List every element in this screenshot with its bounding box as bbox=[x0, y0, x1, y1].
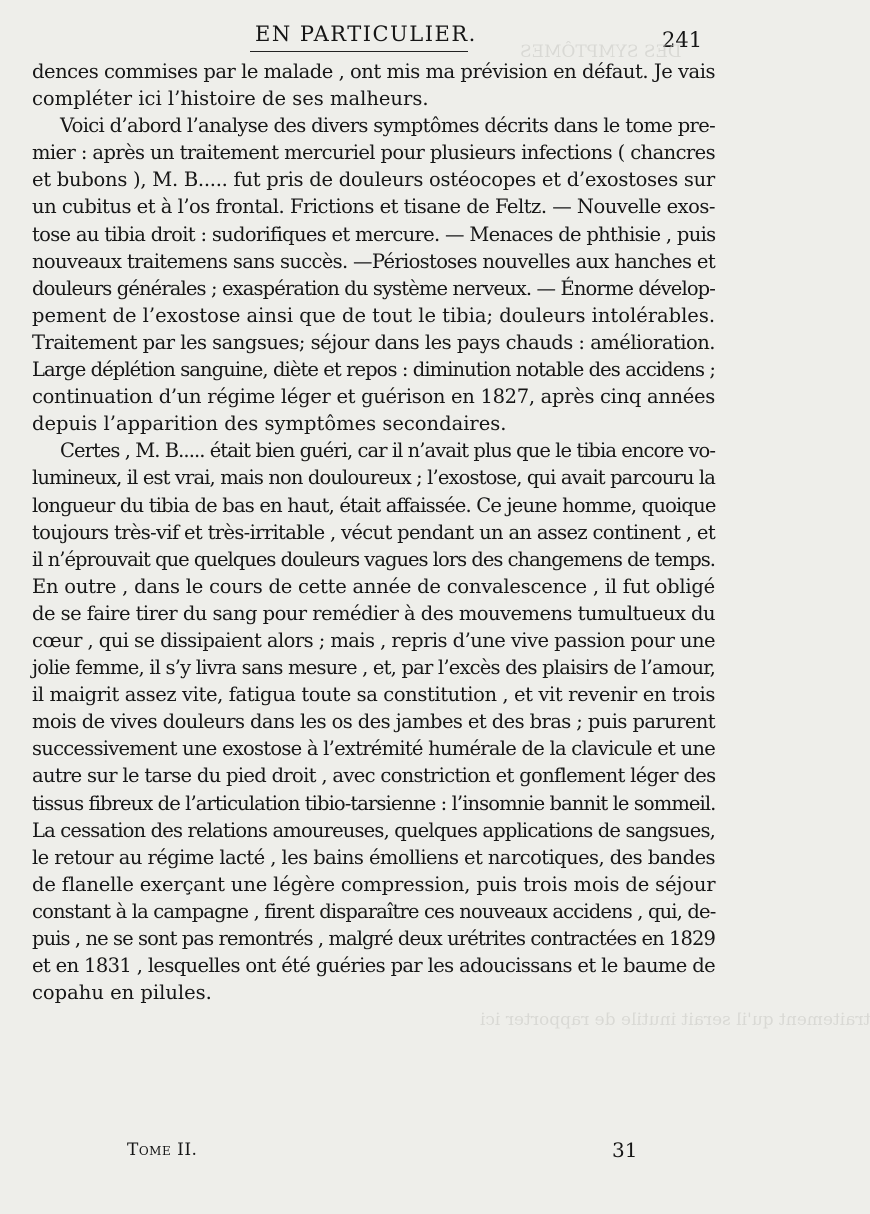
header-rule bbox=[250, 51, 468, 52]
paragraph-2 bbox=[32, 112, 715, 437]
page-footer bbox=[0, 1140, 800, 1170]
text-line: autre sur le tarse du pied droit , avec constriction et gonflement léger des bbox=[32, 764, 716, 788]
text-line: dences commises par le malade , ont mis ma prévision en défaut. Je vais bbox=[32, 60, 715, 83]
text-line: En outre , dans le cours de cette année de convalescence , il fut obligé bbox=[32, 574, 715, 598]
bleed-through-top: DES SYMPTÔMES bbox=[520, 42, 682, 62]
text-line: Traitement par les sangsues; séjour dans les pays chauds : amélioration. bbox=[32, 330, 715, 354]
paragraph-1 bbox=[32, 58, 715, 112]
text-line: il n’éprouvait que quelques douleurs vagues lors des changemens de temps. bbox=[32, 547, 715, 571]
text-line: nouveaux traitemens sans succès. —Périostoses nouvelles aux hanches et bbox=[32, 249, 715, 273]
text-line: puis , ne se sont pas remontrés , malgré deux urétrites contractées en 1829 bbox=[32, 927, 715, 950]
text-line: jolie femme, il s’y livra sans mesure , et, par l’excès des plaisirs de l’amour, bbox=[32, 656, 715, 680]
volume-label: Tome II. bbox=[127, 1140, 198, 1160]
text-line: et bubons ), M. B..... fut pris de douleurs ostéocopes et d’exostoses sur bbox=[32, 168, 715, 192]
text-line: Large déplétion sanguine, diète et repos : diminution notable des accidens ; bbox=[32, 358, 715, 382]
text-line: longueur du tibia de bas en haut, était affaissée. Ce jeune homme, quoique bbox=[32, 493, 716, 517]
text-line: mier : après un traitement mercuriel pour plusieurs infections ( chancres bbox=[32, 141, 715, 165]
text-line: constant à la campagne , firent disparaître ces nouveaux accidens , qui, de- bbox=[32, 899, 716, 923]
text-line: Voici d’abord l’analyse des divers symptômes décrits dans le tome pre- bbox=[60, 114, 715, 138]
text-line: tose au tibia droit : sudorifiques et mercure. — Menaces de phthisie , puis bbox=[32, 222, 716, 246]
text-line: cœur , qui se dissipaient alors ; mais , repris d’une vive passion pour une bbox=[32, 628, 715, 652]
paragraph-3 bbox=[32, 437, 715, 1006]
text-line: le retour au régime lacté , les bains émolliens et narcotiques, des bandes bbox=[32, 845, 715, 869]
text-line: toujours très-vif et très-irritable , vécut pendant un an assez continent , et bbox=[32, 520, 715, 544]
text-line: lumineux, il est vrai, mais non douloureux ; l’exostose, qui avait parcouru la bbox=[32, 466, 715, 490]
text-line: La cessation des relations amoureuses, quelques applications de sangsues, bbox=[32, 818, 715, 842]
body-text bbox=[32, 58, 715, 1006]
text-line: il maigrit assez vite, fatigua toute sa constitution , et vit revenir en trois bbox=[32, 683, 715, 707]
text-line: pement de l’exostose ainsi que de tout le tibia; douleurs intolérables. bbox=[32, 303, 715, 327]
page-number: 241 bbox=[662, 28, 703, 52]
text-line: un cubitus et à l’os frontal. Frictions et tisane de Feltz. — Nouvelle exos- bbox=[32, 195, 715, 219]
text-line: de flanelle exerçant une légère compression, puis trois mois de séjour bbox=[32, 872, 716, 896]
text-line: douleurs générales ; exaspération du système nerveux. — Énorme dévelop- bbox=[32, 276, 715, 300]
text-line: depuis l’apparition des symptômes secondaires. bbox=[32, 412, 507, 436]
text-line: et en 1831 , lesquelles ont été guéries par les adoucissans et le baume de bbox=[32, 954, 715, 978]
signature-mark: 31 bbox=[612, 1138, 638, 1162]
text-line: continuation d’un régime léger et guérison en 1827, après cinq années bbox=[32, 385, 715, 409]
text-line: de se faire tirer du sang pour remédier à des mouvemens tumultueux du bbox=[32, 601, 715, 625]
text-line: successivement une exostose à l’extrémité humérale de la clavicule et une bbox=[32, 737, 715, 761]
text-line: mois de vives douleurs dans les os des jambes et des bras ; puis parurent bbox=[32, 710, 715, 734]
text-line: compléter ici l’histoire de ses malheurs. bbox=[32, 87, 429, 111]
bleed-through-bottom: traitement qu'il serait inutile de rapporter ici bbox=[480, 1010, 870, 1030]
running-title: EN PARTICULIER. bbox=[255, 22, 477, 46]
text-line: Certes , M. B..... était bien guéri, car il n’avait plus que le tibia encore vo- bbox=[60, 439, 715, 463]
text-line: tissus fibreux de l’articulation tibio-tarsienne : l’insomnie bannit le sommeil. bbox=[32, 791, 716, 815]
text-line: copahu en pilules. bbox=[32, 981, 212, 1005]
